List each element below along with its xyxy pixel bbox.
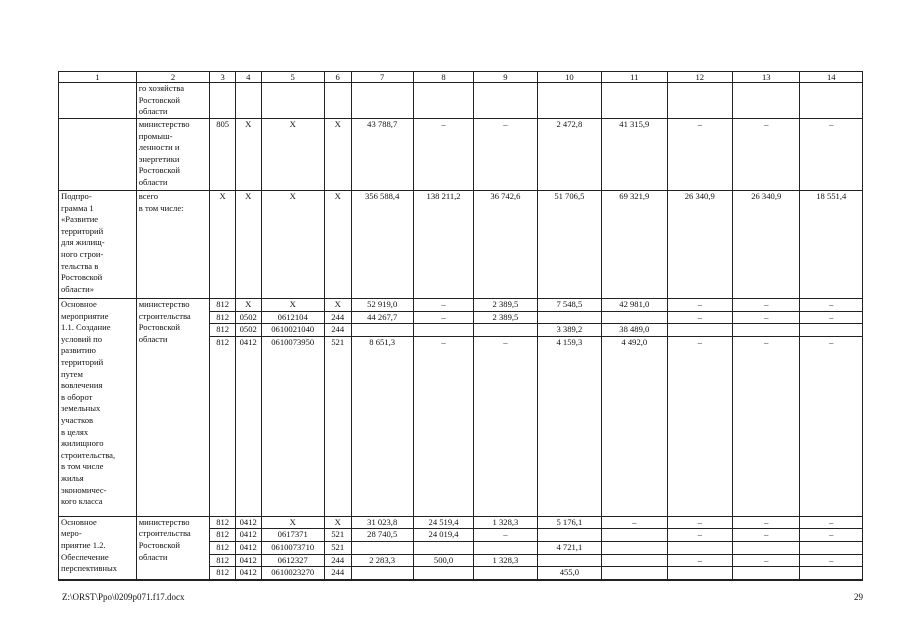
column-number-header: 14 — [800, 72, 863, 83]
column-number-header: 8 — [413, 72, 473, 83]
value-cell — [667, 567, 732, 580]
table-row — [59, 119, 863, 191]
value-cell: 69 321,9 — [602, 191, 667, 299]
column-number-header: 10 — [537, 72, 601, 83]
value-cell: 44 267,7 — [351, 311, 413, 324]
value-cell — [351, 541, 413, 554]
value-cell: – — [732, 554, 800, 567]
value-cell: 812 — [210, 299, 236, 312]
column-number-header: 13 — [732, 72, 800, 83]
value-cell — [235, 83, 261, 119]
value-cell: 0610021040 — [261, 324, 324, 337]
value-cell: 805 — [210, 119, 236, 191]
value-cell: Х — [261, 191, 324, 299]
value-cell: 812 — [210, 554, 236, 567]
value-cell: – — [474, 529, 537, 542]
value-cell: – — [667, 554, 732, 567]
value-cell: 455,0 — [537, 567, 601, 580]
value-cell: – — [413, 119, 473, 191]
event-name-cell: Основное мероприятие 1.1. Создание условий по развитию территорий путем вовлечения в оборот земельных участков в целях жилищного строительства, в том числе жилья экономичес- кого класса — [59, 299, 137, 517]
value-cell: – — [800, 516, 863, 529]
value-cell: 0610073710 — [261, 541, 324, 554]
value-cell — [210, 83, 236, 119]
value-cell: 2 389,5 — [474, 311, 537, 324]
value-cell: Х — [235, 119, 261, 191]
value-cell: 0412 — [235, 567, 261, 580]
value-cell — [667, 541, 732, 554]
table-row — [59, 83, 863, 119]
budget-table-container — [58, 71, 863, 581]
event-name-cell: Основное меро- приятие 1.2. Обеспечение перспективных — [59, 516, 137, 579]
value-cell: 36 742,6 — [474, 191, 537, 299]
value-cell: 521 — [324, 336, 351, 516]
value-cell: Х — [324, 516, 351, 529]
value-cell: Х — [324, 191, 351, 299]
value-cell: – — [732, 529, 800, 542]
value-cell — [537, 311, 601, 324]
value-cell: – — [413, 311, 473, 324]
value-cell: 28 740,5 — [351, 529, 413, 542]
table-row — [59, 299, 863, 312]
value-cell: – — [474, 336, 537, 516]
value-cell: Х — [261, 516, 324, 529]
value-cell: 43 788,7 — [351, 119, 413, 191]
value-cell: 0412 — [235, 336, 261, 516]
value-cell — [474, 83, 537, 119]
value-cell: 812 — [210, 336, 236, 516]
value-cell: 0612327 — [261, 554, 324, 567]
value-cell — [800, 324, 863, 337]
value-cell: 31 023,8 — [351, 516, 413, 529]
value-cell: Х — [261, 299, 324, 312]
value-cell: 812 — [210, 311, 236, 324]
value-cell — [537, 83, 601, 119]
value-cell — [732, 83, 800, 119]
value-cell — [732, 567, 800, 580]
budget-table — [58, 71, 863, 580]
column-number-header: 7 — [351, 72, 413, 83]
value-cell: Х — [324, 299, 351, 312]
value-cell — [474, 541, 537, 554]
value-cell: Х — [261, 119, 324, 191]
responsible-executor-cell: всего в том числе: — [136, 191, 210, 299]
value-cell: – — [800, 554, 863, 567]
value-cell — [413, 324, 473, 337]
value-cell: – — [413, 299, 473, 312]
value-cell: 521 — [324, 529, 351, 542]
value-cell: 244 — [324, 567, 351, 580]
value-cell — [602, 567, 667, 580]
value-cell: 18 551,4 — [800, 191, 863, 299]
responsible-executor-cell: министерство строительства Ростовской области — [136, 516, 210, 579]
responsible-executor-cell: министерство промыш- ленности и энергетики Ростовской области — [136, 119, 210, 191]
value-cell: 0610023270 — [261, 567, 324, 580]
value-cell: 42 981,0 — [602, 299, 667, 312]
value-cell: 52 919,0 — [351, 299, 413, 312]
value-cell: 244 — [324, 311, 351, 324]
value-cell: 812 — [210, 567, 236, 580]
value-cell — [413, 541, 473, 554]
program-name-cell: Подпро- грамма 1 «Развитие территорий для жилищ- ного строи- тельства в Ростовской области» — [59, 191, 137, 299]
footer-page-number: 29 — [854, 592, 863, 602]
value-cell: 5 176,1 — [537, 516, 601, 529]
value-cell — [351, 567, 413, 580]
value-cell: 0502 — [235, 324, 261, 337]
column-number-header: 6 — [324, 72, 351, 83]
value-cell: 244 — [324, 554, 351, 567]
value-cell: – — [800, 311, 863, 324]
value-cell: 3 389,2 — [537, 324, 601, 337]
value-cell: 812 — [210, 541, 236, 554]
value-cell — [474, 567, 537, 580]
value-cell: Х — [235, 191, 261, 299]
value-cell: – — [732, 336, 800, 516]
value-cell: – — [800, 299, 863, 312]
value-cell — [602, 311, 667, 324]
value-cell — [351, 83, 413, 119]
value-cell — [800, 567, 863, 580]
value-cell: 0502 — [235, 311, 261, 324]
value-cell: – — [667, 119, 732, 191]
program-name-cell — [59, 83, 137, 119]
value-cell: 0412 — [235, 516, 261, 529]
column-number-header: 5 — [261, 72, 324, 83]
value-cell: – — [474, 119, 537, 191]
value-cell: 0412 — [235, 529, 261, 542]
value-cell: – — [800, 119, 863, 191]
table-row — [59, 191, 863, 299]
value-cell — [537, 554, 601, 567]
value-cell: 812 — [210, 516, 236, 529]
value-cell: – — [667, 529, 732, 542]
value-cell: 1 328,3 — [474, 554, 537, 567]
value-cell — [474, 324, 537, 337]
value-cell: 812 — [210, 529, 236, 542]
value-cell — [602, 529, 667, 542]
value-cell — [351, 324, 413, 337]
value-cell: 812 — [210, 324, 236, 337]
value-cell: 38 489,0 — [602, 324, 667, 337]
column-number-header: 1 — [59, 72, 137, 83]
value-cell: 26 340,9 — [667, 191, 732, 299]
value-cell: 2 283,3 — [351, 554, 413, 567]
value-cell — [413, 83, 473, 119]
value-cell: 26 340,9 — [732, 191, 800, 299]
value-cell — [413, 567, 473, 580]
value-cell: – — [732, 311, 800, 324]
value-cell: 521 — [324, 541, 351, 554]
value-cell — [602, 554, 667, 567]
value-cell: – — [800, 336, 863, 516]
value-cell: Х — [235, 299, 261, 312]
value-cell: Х — [210, 191, 236, 299]
responsible-executor-cell: министерство строительства Ростовской области — [136, 299, 210, 517]
value-cell: 244 — [324, 324, 351, 337]
value-cell: – — [732, 516, 800, 529]
value-cell — [800, 83, 863, 119]
value-cell: 0412 — [235, 541, 261, 554]
value-cell — [732, 541, 800, 554]
value-cell: 500,0 — [413, 554, 473, 567]
footer-file-path: Z:\ORST\Ppo\0209p071.f17.docx — [62, 592, 185, 602]
value-cell: 24 019,4 — [413, 529, 473, 542]
value-cell — [602, 541, 667, 554]
value-cell: 4 159,3 — [537, 336, 601, 516]
value-cell — [667, 83, 732, 119]
value-cell: – — [667, 516, 732, 529]
value-cell: 2 389,5 — [474, 299, 537, 312]
value-cell — [324, 83, 351, 119]
value-cell: 7 548,5 — [537, 299, 601, 312]
value-cell: 0412 — [235, 554, 261, 567]
column-number-header: 2 — [136, 72, 210, 83]
value-cell — [602, 83, 667, 119]
responsible-executor-cell: го хозяйства Ростовской области — [136, 83, 210, 119]
value-cell: 0617371 — [261, 529, 324, 542]
value-cell: 356 588,4 — [351, 191, 413, 299]
value-cell: 51 706,5 — [537, 191, 601, 299]
column-number-header: 12 — [667, 72, 732, 83]
value-cell: 24 519,4 — [413, 516, 473, 529]
value-cell: 2 472,8 — [537, 119, 601, 191]
value-cell — [261, 83, 324, 119]
value-cell: 41 315,9 — [602, 119, 667, 191]
value-cell: – — [413, 336, 473, 516]
column-number-header: 4 — [235, 72, 261, 83]
value-cell: – — [732, 299, 800, 312]
value-cell: – — [602, 516, 667, 529]
value-cell — [732, 324, 800, 337]
column-number-header: 9 — [474, 72, 537, 83]
column-number-header: 11 — [602, 72, 667, 83]
value-cell: – — [667, 336, 732, 516]
value-cell: – — [667, 311, 732, 324]
value-cell: 0612104 — [261, 311, 324, 324]
value-cell: 8 651,3 — [351, 336, 413, 516]
value-cell: Х — [324, 119, 351, 191]
value-cell: – — [667, 299, 732, 312]
column-number-header: 3 — [210, 72, 236, 83]
value-cell: 1 328,3 — [474, 516, 537, 529]
value-cell — [537, 529, 601, 542]
value-cell: – — [800, 529, 863, 542]
value-cell — [667, 324, 732, 337]
table-header-row — [59, 72, 863, 83]
value-cell: 0610073950 — [261, 336, 324, 516]
value-cell — [800, 541, 863, 554]
value-cell: 4 492,0 — [602, 336, 667, 516]
program-name-cell — [59, 119, 137, 191]
table-row — [59, 516, 863, 529]
value-cell: 4 721,1 — [537, 541, 601, 554]
value-cell: 138 211,2 — [413, 191, 473, 299]
value-cell: – — [732, 119, 800, 191]
